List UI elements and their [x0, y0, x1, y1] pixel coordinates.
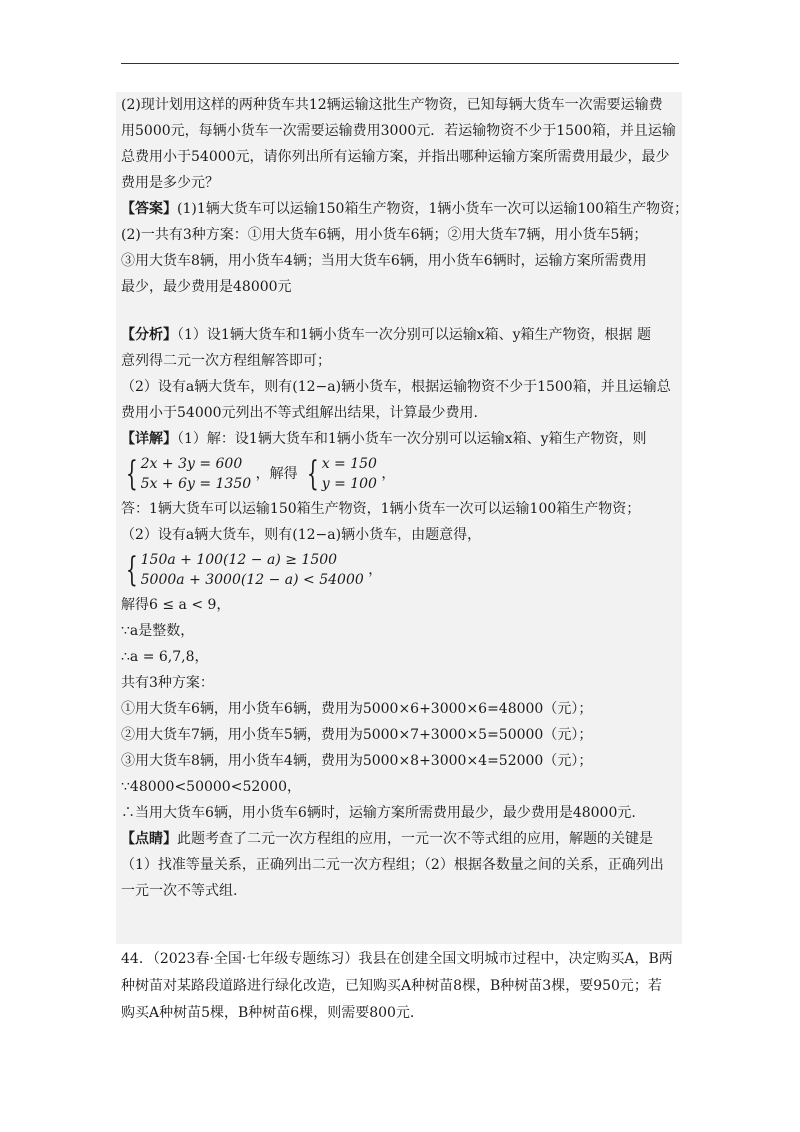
answer-tag: 【答案】	[121, 201, 177, 217]
question-44	[121, 946, 681, 1027]
answer-line: (2)一共有3种方案：①用大货车6辆，用小货车6辆；②用大货车7辆，用小货车5辆；	[121, 227, 648, 243]
answer-text: (1)1辆大货车可以运输150箱生产物资，1辆小货车一次可以运输100箱生产物资；	[177, 201, 689, 217]
equation-system-line	[121, 452, 677, 496]
solution-content	[121, 92, 689, 904]
inequality-system-line	[121, 548, 677, 592]
comment-line	[121, 826, 677, 852]
analysis-line: 意列得二元一次方程组解答即可；	[121, 353, 331, 369]
question-44-line: 购买A种树苗5棵，B种树苗6棵，则需要800元.	[121, 1005, 415, 1021]
solve-word: ，解得	[255, 466, 298, 482]
analysis-text: （1）设1辆大货车和1辆小货车一次分别可以运输x箱、y箱生产物资，根据 题	[177, 327, 651, 343]
question-44-line: 种树苗对某路段道路进行绿化改造，已知购买A种树苗8棵，B种树苗3棵，要950元；若	[121, 978, 662, 994]
equation: 5x + 6y = 1350	[140, 476, 252, 492]
detail-step: 共有3种方案：	[121, 675, 214, 691]
inequality: 150a + 100(12 − a) ≥ 1500	[140, 552, 338, 568]
comment-line: （1）找准等量关系，正确列出二元一次方程组；（2）根据各数量之间的关系，正确列出	[121, 857, 664, 873]
comment-line: 一元一次不等式组.	[121, 883, 238, 899]
detail-tag: 【详解】	[121, 431, 177, 447]
detail-line: 答：1辆大货车可以运输150箱生产物资，1辆小货车一次可以运输100箱生产物资；	[121, 501, 641, 517]
detail-step: 解得6 ≤ a < 9，	[121, 597, 231, 613]
equation: 2x + 3y = 600	[140, 456, 243, 472]
detail-step: ∴a = 6,7,8，	[121, 649, 209, 665]
comment-tag: 【点睛】	[121, 831, 177, 847]
detail-step: ②用大货车7辆，用小货车5辆，费用为5000×7+3000×5=50000（元）；	[121, 727, 593, 743]
inequality: 5000a + 3000(12 − a) < 54000	[140, 572, 364, 588]
comma: ，	[368, 562, 383, 578]
comma: ，	[381, 466, 396, 482]
question-line: 总费用小于54000元，请你列出所有运输方案，并指出哪种运输方案所需费用最少，最少	[121, 149, 670, 165]
analysis-tag: 【分析】	[121, 327, 177, 343]
question-44-line: 44．（2023春·全国·七年级专题练习）我县在创建全国文明城市过程中，决定购买A，B两	[121, 951, 673, 967]
inequality-system: { 150a + 100(12 − a) ≥ 1500 5000a + 3000(12 − a) < 54000	[125, 550, 364, 590]
analysis-line	[121, 322, 677, 348]
detail-step: ③用大货车8辆，用小货车4辆，费用为5000×8+3000×4=52000（元）；	[121, 753, 593, 769]
equation-system-1: { 2x + 3y = 600 5x + 6y = 1350	[125, 454, 252, 494]
question-line: (2)现计划用这样的两种货车共12辆运输这批生产物资，已知每辆大货车一次需要运输费	[121, 97, 663, 113]
detail-line: （2）设有a辆大货车，则有(12−a)辆小货车，由题意得，	[121, 527, 482, 543]
detail-step: ①用大货车6辆，用小货车6辆，费用为5000×6+3000×6=48000（元）；	[121, 701, 593, 717]
analysis-line: （2）设有a辆大货车，则有(12−a)辆小货车，根据运输物资不少于1500箱，并且运输总	[121, 379, 671, 395]
answer-line: ③用大货车8辆，用小货车4辆；当用大货车6辆，用小货车6辆时，运输方案所需费用	[121, 253, 647, 269]
detail-step: ∴当用大货车6辆，用小货车6辆时，运输方案所需费用最少，最少费用是48000元.	[121, 805, 636, 821]
detail-step: ∵48000<50000<52000，	[121, 779, 301, 795]
analysis-line: 费用小于54000元列出不等式组解出结果，计算最少费用.	[121, 405, 478, 421]
equation: x = 150	[321, 456, 377, 472]
equation-system-2: { x = 150 y = 100	[306, 454, 377, 494]
detail-text: （1）解：设1辆大货车和1辆小货车一次分别可以运输x箱、y箱生产物资，则	[177, 431, 647, 447]
detail-step: ∵a是整数，	[121, 623, 195, 639]
answer-line: 最少，最少费用是48000元	[121, 279, 292, 295]
header-rule	[121, 63, 679, 64]
answer-line	[121, 196, 689, 222]
detail-line	[121, 426, 677, 452]
equation: y = 100	[321, 476, 377, 492]
comment-text: 此题考查了二元一次方程组的应用，一元一次不等式组的应用，解题的关键是	[177, 831, 653, 847]
question-line: 费用是多少元？	[121, 175, 219, 191]
question-line: 用5000元，每辆小货车一次需要运输费用3000元．若运输物资不少于1500箱，并且运输	[121, 123, 676, 139]
